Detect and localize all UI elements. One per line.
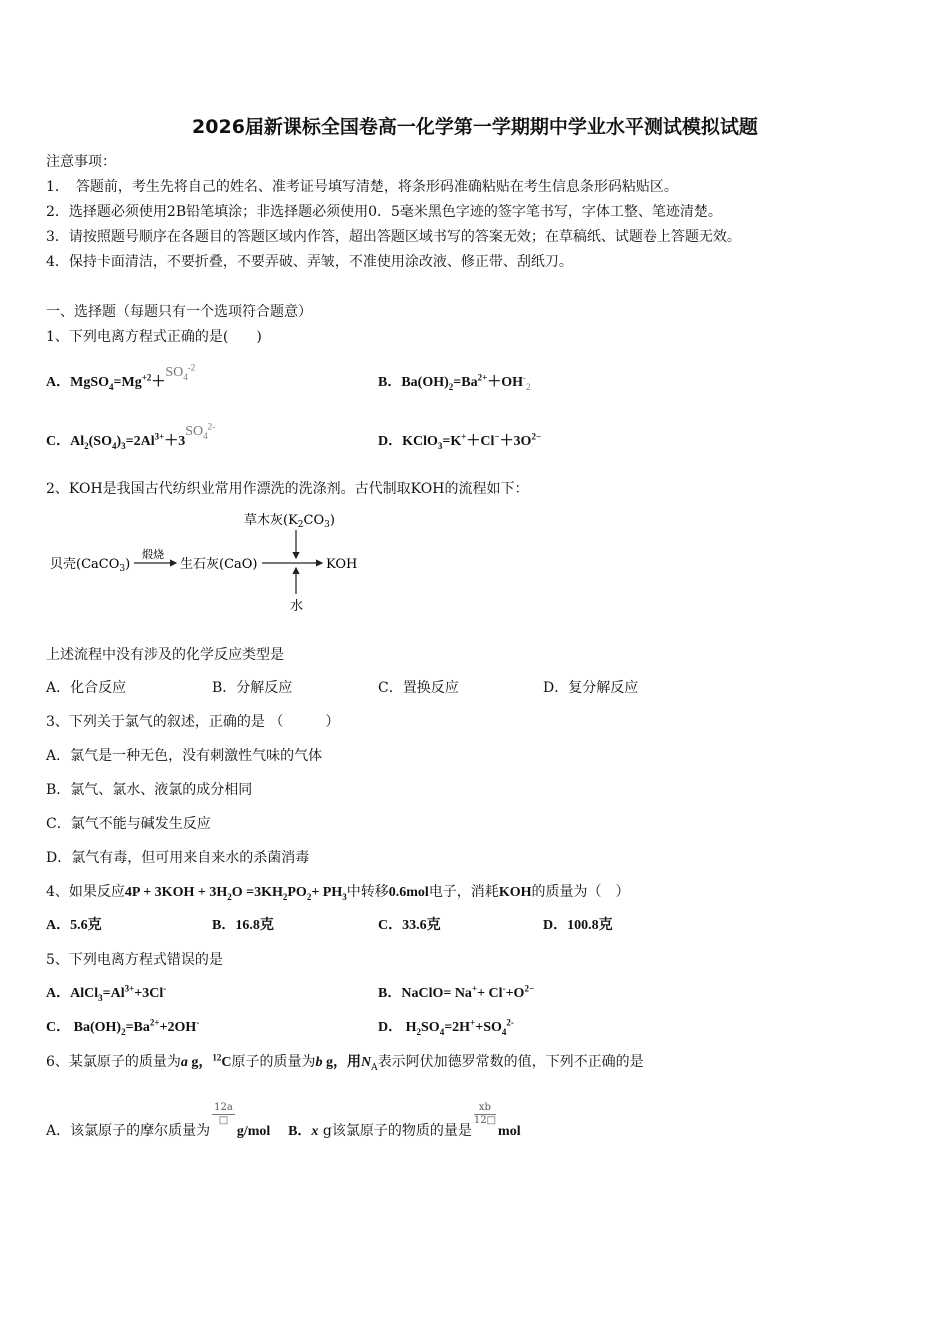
q4-stem: 4、如果反应$4P + 3KOH + 3H_2O =3KH_2PO_2+ PH_3$中转移0.6mol电子，消耗KOH的质量为（ ） xyxy=(46,884,630,902)
q5-option-a: A．$AlCl_3=Al^{3+}+3Cl^-$ xyxy=(46,983,167,1003)
q3-stem: 3、下列关于氯气的叙述，正确的是 （ ） xyxy=(46,714,340,730)
q5-option-c: C． $Ba(OH)_2=Ba^{2+}+2OH^-$ xyxy=(46,1017,200,1037)
flow-diagram-svg xyxy=(46,508,386,616)
section-heading: 一、选择题（每题只有一个选项符合题意） xyxy=(46,304,312,320)
shell-label: 贝壳(CaCO$_3$) xyxy=(50,557,131,574)
q1-stem: 1、下列电离方程式正确的是( ) xyxy=(46,329,262,345)
q4-option-d: D．100.8克 xyxy=(543,918,613,933)
q2-option-c: C．置换反应 xyxy=(378,680,459,696)
calcine-label: 煅烧 xyxy=(142,548,164,561)
q6-options xyxy=(46,1102,521,1143)
q3-option-d: D．氯气有毒，但可用来自来水的杀菌消毒 xyxy=(46,850,310,866)
q1-option-a: A．$MgSO_4=Mg^{+2}+SO_4^{-2}$ xyxy=(46,362,196,392)
q6-stem: 6、某氯原子的质量为a g，$^{12}$C原子的质量为b g，用$N_A$表示阿伏加德罗常数的值，下列不正确的是 xyxy=(46,1052,644,1073)
q6-option-a: A．该氯原子的摩尔质量为 $\frac{12a}{□}$ g/mol xyxy=(46,1102,271,1139)
q3-option-a: A．氯气是一种无色，没有刺激性气味的气体 xyxy=(46,748,323,764)
q6-a-fraction: $\frac{12a}{□}$ xyxy=(214,1102,233,1126)
q5-stem: 5、下列电离方程式错误的是 xyxy=(46,952,223,968)
q2-option-b: B．分解反应 xyxy=(212,680,293,696)
q1-option-c: C．$Al_2(SO_4)_3=2Al^{3+}+3SO_4^{2-}$ xyxy=(46,421,216,451)
page-title: 2026届新课标全国卷高一化学第一学期期中学业水平测试模拟试题 xyxy=(192,116,758,138)
q2-stem: 2、KOH是我国古代纺织业常用作漂洗的洗涤剂。古代制取KOH的流程如下： xyxy=(46,481,529,497)
notice-item: 1． 答题前，考生先将自己的姓名、准考证号填写清楚，将条形码准确粘贴在考生信息条形码粘贴区。 xyxy=(46,179,678,195)
lime-label: 生石灰(CaO) xyxy=(180,557,258,572)
koh-flow-diagram xyxy=(46,508,386,620)
q6-b-fraction: $\frac{xb}{12□}$ xyxy=(473,1102,497,1126)
q5-option-b: B．NaClO= $Na^++ Cl^-+O^{2-}$ xyxy=(378,983,535,1001)
q2-option-a: A．化合反应 xyxy=(46,680,127,696)
q4-option-c: C．33.6克 xyxy=(378,918,441,933)
notice-item: 2．选择题必须使用2B铅笔填涂；非选择题必须使用0．5毫米黑色字迹的签字笔书写，字体工整、笔迹清楚。 xyxy=(46,204,722,220)
koh-label: KOH xyxy=(326,557,358,572)
q4-option-a: A．5.6克 xyxy=(46,918,102,933)
q2-option-d: D．复分解反应 xyxy=(543,680,639,696)
q1-option-d: D．$KClO_3=K^++Cl^-+3O^{2-}$ xyxy=(378,431,542,451)
q6-option-b: B．x g该氯原子的物质的量是 $\frac{xb}{12□}$ mol xyxy=(288,1102,521,1139)
notice-item: 3．请按照题号顺序在各题目的答题区域内作答，超出答题区域书写的答案无效；在草稿纸、试题卷上答题无效。 xyxy=(46,229,741,245)
q4-option-b: B．16.8克 xyxy=(212,918,274,933)
q1-option-b: B．$Ba(OH)_2=Ba^{2+}+OH^-_2$ xyxy=(378,372,531,392)
notice-item: 4．保持卡面清洁，不要折叠，不要弄破、弄皱，不准使用涂改液、修正带、刮纸刀。 xyxy=(46,254,573,270)
q2-question: 上述流程中没有涉及的化学反应类型是 xyxy=(46,647,284,663)
q3-option-c: C．氯气不能与碱发生反应 xyxy=(46,816,211,832)
water-label: 水 xyxy=(290,599,304,614)
q5-option-d: D． $H_2SO_4=2H^++SO_4^{2-}$ xyxy=(378,1017,514,1037)
ash-label: 草木灰$(K_2CO_3)$ xyxy=(244,513,335,530)
q3-option-b: B．氯气、氯水、液氯的成分相同 xyxy=(46,782,253,798)
notice-heading: 注意事项： xyxy=(46,154,116,170)
